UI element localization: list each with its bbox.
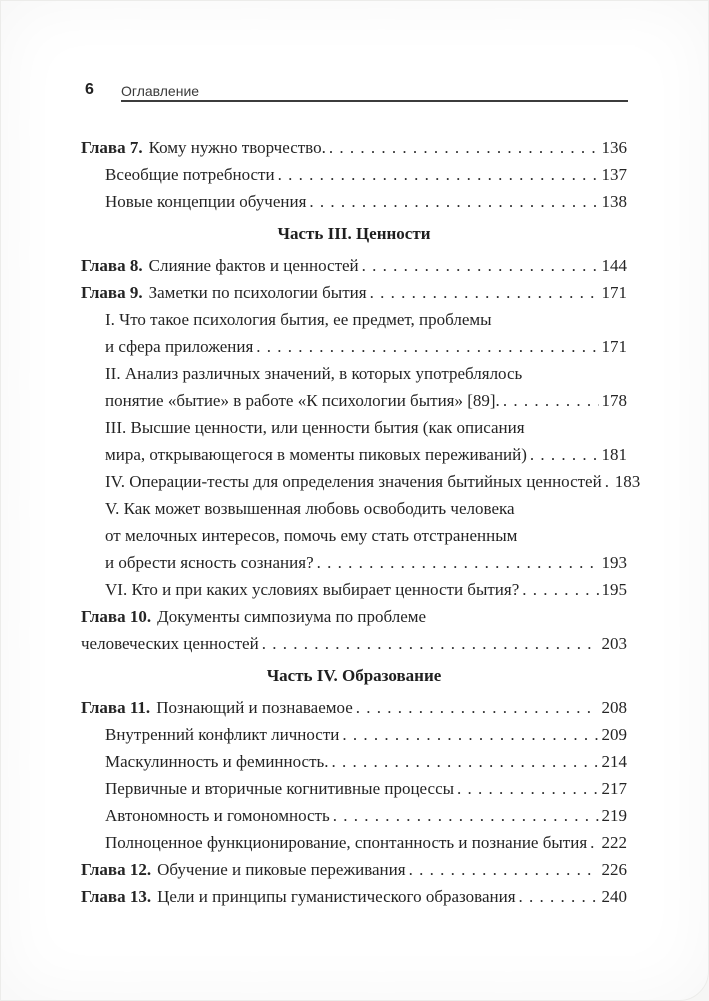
toc-subentry-line — [81, 333, 627, 360]
entry-title: мира, открывающегося в моменты пиковых переживаний) — [105, 445, 527, 464]
dot-leader — [326, 134, 596, 161]
entry-title: Цели и принципы гуманистического образования — [157, 887, 516, 906]
dot-leader — [500, 387, 599, 414]
entry-title: Маскулинность и феминность. — [105, 752, 329, 771]
dot-leader — [602, 468, 612, 495]
entry-title: от мелочных интересов, помочь ему стать отстраненным — [105, 526, 518, 545]
entry-title: Кому нужно творчество. — [148, 138, 326, 157]
part-heading: Часть IV. Образование — [266, 666, 442, 685]
toc-subentry-line — [81, 829, 627, 856]
dot-leader — [275, 161, 599, 188]
entry-page-number: 209 — [601, 725, 627, 744]
dot-leader — [359, 252, 596, 279]
entry-title: Познающий и познаваемое — [156, 698, 353, 717]
toc-subentry-line — [81, 775, 627, 802]
toc-subentry-line — [81, 549, 627, 576]
page-number: 6 — [85, 81, 94, 98]
toc-chapter-line — [81, 694, 627, 721]
entry-page-number: 171 — [601, 283, 627, 302]
dot-leader — [339, 721, 598, 748]
entry-page-number: 240 — [601, 887, 627, 906]
entry-page-number: 208 — [601, 698, 627, 717]
entry-page-number: 214 — [601, 752, 627, 771]
part-heading: Часть III. Ценности — [277, 224, 431, 243]
dot-leader — [314, 549, 599, 576]
toc-subentry-line — [81, 360, 627, 387]
dot-leader — [587, 829, 598, 856]
entry-title: и обрести ясность сознания? — [105, 553, 314, 572]
dot-leader — [353, 694, 596, 721]
entry-page-number: 137 — [601, 165, 627, 184]
dot-leader — [253, 333, 598, 360]
toc-subentry-line — [81, 721, 627, 748]
entry-title: Слияние фактов и ценностей — [148, 256, 359, 275]
chapter-label: Глава 9. — [81, 283, 143, 302]
chapter-label: Глава 7. — [81, 138, 143, 157]
toc-subentry-line — [81, 576, 627, 603]
chapter-label: Глава 12. — [81, 860, 152, 879]
entry-title: V. Как может возвышенная любовь освободить человека — [105, 499, 515, 518]
toc-subentry-line — [81, 441, 627, 468]
entry-page-number: 226 — [601, 860, 627, 879]
entry-title: Новые концепции обучения — [105, 192, 307, 211]
entry-title: I. Что такое психология бытия, ее предмет, проблемы — [105, 310, 492, 329]
chapter-label: Глава 13. — [81, 887, 152, 906]
toc-chapter-line — [81, 603, 627, 630]
entry-title: Внутренний конфликт личности — [105, 725, 340, 744]
dot-leader — [259, 630, 596, 657]
entry-title: VI. Кто и при каких условиях выбирает ценности бытия? — [105, 580, 520, 599]
entry-title: II. Анализ различных значений, в которых употреблялось — [105, 364, 523, 383]
chapter-label: Глава 8. — [81, 256, 143, 275]
header-rule — [121, 100, 628, 102]
toc-subentry-line — [81, 802, 627, 829]
toc-chapter-line — [81, 856, 627, 883]
chapter-label: Глава 10. — [81, 607, 152, 626]
toc-subentry-line — [81, 748, 627, 775]
dot-leader — [527, 441, 599, 468]
table-of-contents — [81, 134, 641, 910]
entry-page-number: 136 — [601, 138, 627, 157]
entry-title: Документы симпозиума по проблеме — [157, 607, 427, 626]
running-header: Оглавление — [121, 83, 200, 99]
entry-title: и сфера приложения — [105, 337, 254, 356]
entry-page-number: 217 — [601, 779, 627, 798]
entry-title: Обучение и пиковые переживания — [157, 860, 406, 879]
toc-subentry-line — [81, 414, 627, 441]
entry-page-number: 222 — [601, 833, 627, 852]
toc-subentry-line — [81, 495, 627, 522]
dot-leader — [367, 279, 596, 306]
toc-chapter-line — [81, 252, 627, 279]
entry-title: Полноценное функционирование, спонтанность и познание бытия — [105, 833, 588, 852]
entry-title: III. Высшие ценности, или ценности бытия (как описания — [105, 418, 525, 437]
entry-title: Первичные и вторичные когнитивные процессы — [105, 779, 455, 798]
dot-leader — [306, 188, 598, 215]
entry-title: Всеобщие потребности — [105, 165, 275, 184]
toc-chapter-line — [81, 630, 627, 657]
entry-page-number: 203 — [601, 634, 627, 653]
toc-chapter-line — [81, 883, 627, 910]
entry-page-number: 178 — [601, 391, 627, 410]
dot-leader — [329, 748, 599, 775]
entry-page-number: 144 — [601, 256, 627, 275]
dot-leader — [406, 856, 596, 883]
dot-leader — [516, 883, 596, 910]
chapter-label: Глава 11. — [81, 698, 151, 717]
toc-chapter-line — [81, 279, 627, 306]
dot-leader — [519, 576, 598, 603]
entry-title: понятие «бытие» в работе «К психологии бытия» [89]. — [105, 391, 500, 410]
entry-title: человеческих ценностей — [81, 634, 259, 653]
dot-leader — [454, 775, 598, 802]
toc-subentry-line — [81, 522, 627, 549]
entry-page-number: 195 — [601, 580, 627, 599]
entry-title: Заметки по психологии бытия — [148, 283, 367, 302]
entry-page-number: 219 — [601, 806, 627, 825]
dot-leader — [330, 802, 599, 829]
entry-page-number: 193 — [601, 553, 627, 572]
entry-page-number: 183 — [614, 472, 641, 491]
entry-title: Автономность и гомономность — [105, 806, 330, 825]
toc-subentry-line — [81, 387, 627, 414]
toc-subentry-line — [81, 161, 627, 188]
entry-page-number: 181 — [601, 445, 627, 464]
entry-page-number: 138 — [601, 192, 627, 211]
toc-subentry-line — [81, 306, 627, 333]
entry-page-number: 171 — [601, 337, 627, 356]
toc-subentry-line — [81, 188, 627, 215]
toc-subentry-line — [81, 468, 641, 495]
entry-title: IV. Операции-тесты для определения значения бытийных ценностей — [105, 472, 602, 491]
toc-chapter-line — [81, 134, 627, 161]
